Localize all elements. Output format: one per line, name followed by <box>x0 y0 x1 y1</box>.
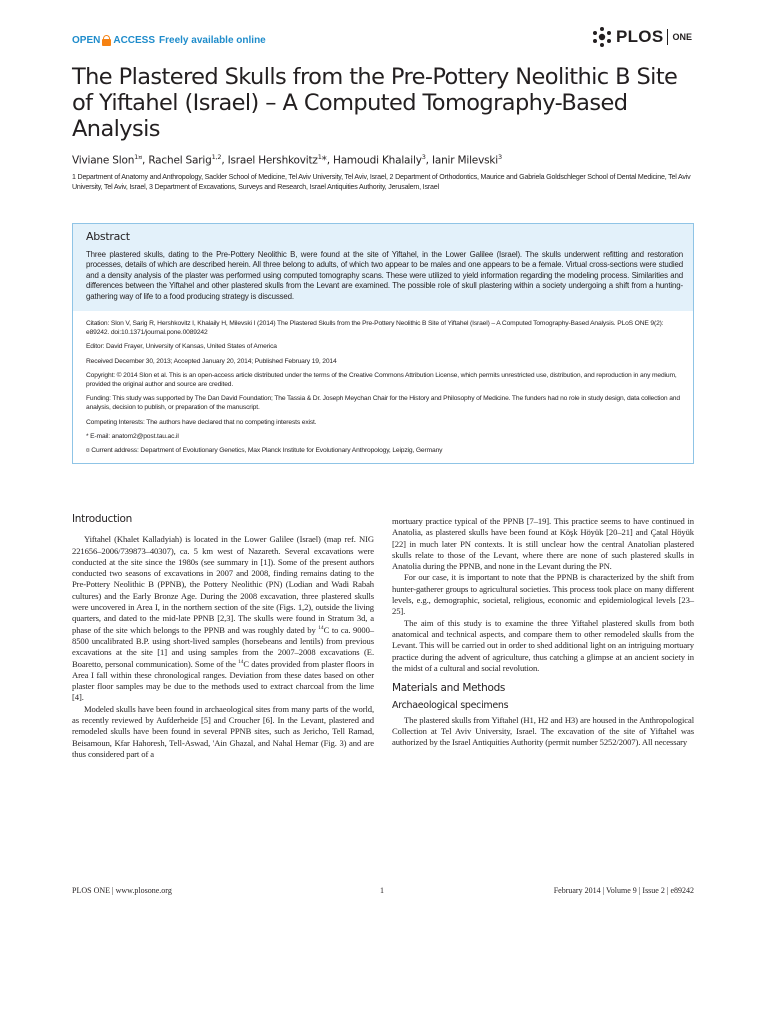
methods-heading: Materials and Methods <box>392 682 506 695</box>
intro-paragraph-2: Modeled skulls have been found in archaeological sites from many parts of the world, as recently reviewed by Aufderheide [5] and Croucher [6]. In the Levant, plastered and remodeled skulls have been found in several PPNB sites, such as Jericho, Tell Ramad, Beisamoun, Kfar Hahoresh, Tell-Aswad, 'Ain Ghazal, and Nahal Hemar (Fig. 3) and are thus considered part of a <box>72 703 374 759</box>
page-number: 1 <box>380 886 384 895</box>
funding: Funding: This study was supported by The Dan David Foundation; The Tassia & Dr. Joseph Meychan Chair for the History and Philosophy of Medicine. The funders had no role in study design, data collection and analysis, decision to publish, or preparation of the manuscript. <box>86 395 680 412</box>
freely-available-label: Freely available online <box>159 34 266 46</box>
author-name: Israel Hershkovitz <box>227 154 318 167</box>
author-name: Viviane Slon <box>72 154 135 167</box>
abstract-text: Three plastered skulls, dating to the Pre-Pottery Neolithic B, were found at the site of Yiftahel, in the Lower Galilee (Israel). The skulls underwent refitting and restoration processes, details of which are described herein. All three belong to adults, of which two appear to be males and one appears to be a female. Virtual cross-sections were studied and a density analysis of the plaster was performed using computed tomography scans. These were utilized to yield information regarding the modeling process. Similarities and differences between the Yiftahel and other plastered skulls from the Levant are examined. The possible role of skull plastering within a society undergoing a shift from a hunting-gathering way of life to a food producing strategy is discussed. <box>86 250 683 301</box>
open-lock-icon <box>102 35 111 46</box>
email: * E-mail: anatom2@post.tau.ac.il <box>86 432 179 440</box>
article-metadata <box>73 311 693 463</box>
author-name: Rachel Sarig <box>148 154 212 167</box>
article-title: The Plastered Skulls from the Pre-Pottery Neolithic B Site of Yiftahel (Israel) – A Computed Tomography-Based Analysis <box>72 64 678 142</box>
citation: Citation: Slon V, Sarig R, Hershkovitz I, Khalaily H, Milevski I (2014) The Plastered Skulls from the Pre-Pottery Neolithic B Site of Yiftahel (Israel) – A Computed Tomography-Based Analysis. PLoS ONE 9(2): e89242. doi:10.1371/journal.pone.0089242 <box>86 320 664 337</box>
intro-paragraph-1: Yiftahel (Khalet Kalladyiah) is located in the Lower Galilee (Israel) (map ref. NIG 221656–2006/739873–40307), ca. 5 km west of Nazareth. Several excavations were conducted at the site since the 1980s (see summary in [1]). Some of the present authors conducted two seasons of excavations in 2007 and 2008, finding remains dating to the Pre-Pottery Neolithic B (PPNB), the Pottery Neolithic (PN) (Lodian and Wadi Rabah cultures) and the Early Bronze Age. During the 2008 excavation, three plastered skulls were uncovered in Area I, in the northern section of the site (Figs. 1,2), outside the living quarters, and dated to the mid-late PPNB [2,3]. The skulls were found in Stratum 3d, a phase of the site which belongs to the PPNB and was roughly dated by $^{14}$C to ca. 9000–8500 uncalibrated B.P. using short-lived samples (horsebeans and lentils) from previous excavations at the site [1] and using samples from the 2007–2008 excavations (E. Boaretto, personal communication). Some of the $^{14}$C dates provided from plaster floors in Area I fall within these chronological ranges. Deviation from these dates based on other plaster floor samples may be due to the methods used to extract charcoal from the lime [4]. <box>72 534 374 703</box>
plos-one-logo <box>591 26 692 48</box>
plos-circle-icon <box>591 26 613 48</box>
open-access-banner <box>72 32 266 48</box>
plos-wordmark: PLOS <box>615 27 664 46</box>
access-label: ACCESS <box>113 34 156 46</box>
journal-url: PLOS ONE | www.plosone.org <box>72 886 172 895</box>
body-paragraph: The aim of this study is to examine the three Yiftahel plastered skulls from both anatomical and technical aspects, and compare them to other remodeled skulls from the Levant. This will be carried out in order to shed additional light on an intriguing mortuary practice during the advent of agriculture, thus catching a glimpse at an ancient society in the midst of a cultural and social revolution. <box>392 617 694 673</box>
body-paragraph: The plastered skulls from Yiftahel (H1, H2 and H3) are housed in the Anthropological Collection at Tel Aviv University, Israel. The excavation of the site of Yiftahel was authorized by the Israel Antiquities Authority (permit number 5252/2007). All necessary <box>392 714 694 748</box>
abstract-heading: Abstract <box>86 230 130 243</box>
current-address: ¤ Current address: Department of Evolutionary Genetics, Max Planck Institute for Evolutionary Anthropology, Leipzig, Germany <box>86 447 443 455</box>
introduction-heading: Introduction <box>72 513 132 525</box>
author-affiliation-marker: 3 <box>497 153 502 161</box>
author-affiliation-marker: 1,2 <box>211 153 222 161</box>
abstract-panel <box>73 224 693 311</box>
open-label: OPEN <box>72 34 101 46</box>
author-list: Viviane Slon$^{1¤}$, Rachel Sarig$^{1,2}$, Israel Hershkovitz$^1$*, Hamoudi Khalaily$^3$, Ianir Milevski$^3$ <box>72 153 502 167</box>
author-affiliation-marker: 1 <box>317 153 322 161</box>
logo-divider <box>667 29 668 45</box>
left-column <box>72 514 374 760</box>
abstract-box <box>72 223 694 464</box>
right-column <box>392 516 694 749</box>
author-affiliation-marker: 3 <box>421 153 426 161</box>
corresponding-author-marker: * <box>321 154 327 167</box>
competing-interests: Competing Interests: The authors have declared that no competing interests exist. <box>86 418 317 426</box>
editor: Editor: David Frayer, University of Kansas, United States of America <box>86 343 277 351</box>
publication-dates: Received December 30, 2013; Accepted January 20, 2014; Published February 19, 2014 <box>86 357 337 365</box>
author-name: Ianir Milevski <box>431 154 498 167</box>
specimens-subheading: Archaeological specimens <box>392 700 509 712</box>
copyright: Copyright: © 2014 Slon et al. This is an open-access article distributed under the terms of the Creative Commons Attribution License, which permits unrestricted use, distribution, and reproduction in any medium, provided the original author and source are credited. <box>86 371 677 389</box>
body-paragraph: For our case, it is important to note that the PPNB is characterized by the shift from hunter-gatherer groups to agricultural societies. This process took place on many different levels, e.g., demographic, societal, religious, economic and epidemiological levels [23–25]. <box>392 572 694 617</box>
issue-info: February 2014 | Volume 9 | Issue 2 | e89242 <box>553 886 694 895</box>
author-affiliation-marker: 1¤ <box>134 153 143 161</box>
affiliations: 1 Department of Anatomy and Anthropology, Sackler School of Medicine, Tel Aviv University, Tel Aviv, Israel, 2 Department of Orthodontics, Maurice and Gabriela Goldschleger School of Dental Medicine, Tel Aviv University, Tel Aviv, Israel, 3 Department of Excavations, Surveys and Research, Israel Antiquities Authority, Jerusalem, Israel <box>72 173 691 192</box>
one-wordmark: ONE <box>672 32 692 42</box>
body-paragraph: mortuary practice typical of the PPNB [7–19]. This practice seems to have continued in Anatolia, as plastered skulls have been found at Köşk Höyük [20–21] and Çatal Höyük [22] in much later PN contexts. It is still unclear how the central Anatolian plastered skulls relate to those of the Levant, where there are none of such plastered skulls in Anatolia during the PPNB, and none in the Levant during the PN. <box>392 516 694 572</box>
author-name: Hamoudi Khalaily <box>333 154 422 167</box>
